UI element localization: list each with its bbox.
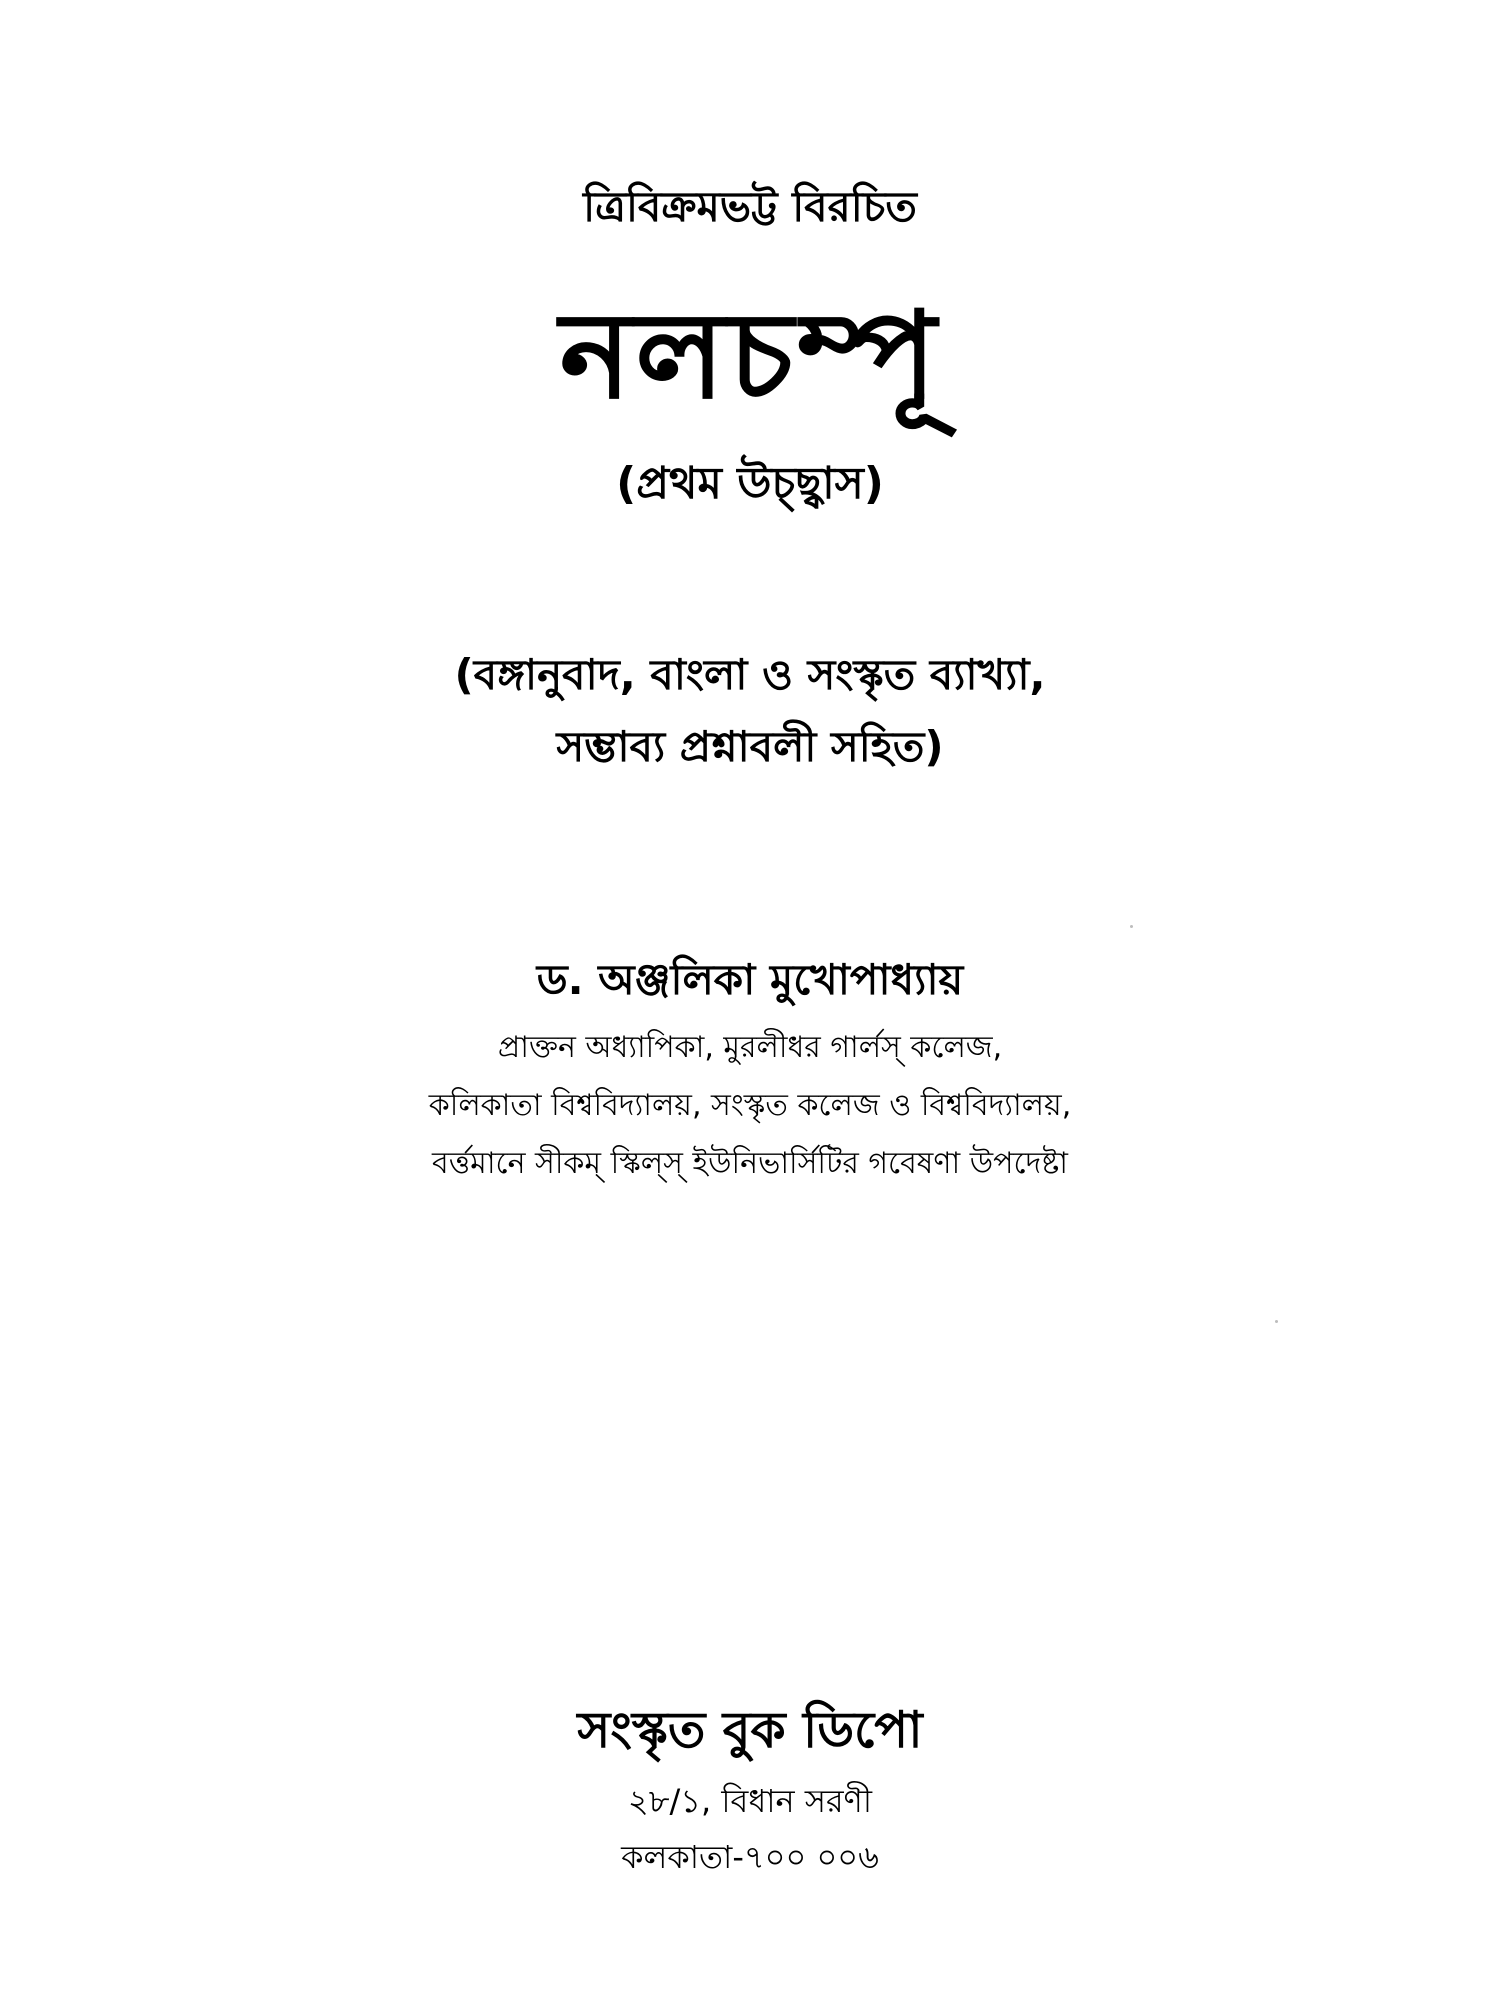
description-line-2: সম্ভাব্য প্রশ্নাবলী সহিত) (556, 722, 944, 771)
scan-speck (1275, 1320, 1278, 1323)
editor-credential-2: কলিকাতা বিশ্ববিদ্যালয়, সংস্কৃত কলেজ ও বিশ্ববিদ্যালয়, (428, 1088, 1072, 1123)
book-subtitle: (প্রথম উচ্ছ্বাস) (616, 458, 884, 509)
editor-credential-1: প্রাক্তন অধ্যাপিকা, মুরলীধর গার্লস্ কলেজ, (497, 1030, 1003, 1065)
scan-speck (1130, 925, 1133, 928)
editor-credential-3: বর্ত্তমানে সীকম্ স্কিল্স্ ইউনিভার্সিটির গবেষণা উপদেষ্টা (432, 1146, 1068, 1181)
book-title: নলচম্পূ (559, 287, 941, 426)
editor-name: ড. অঞ্জলিকা মুখোপাধ্যায় (536, 955, 964, 1004)
description-line-1: (বঙ্গানুবাদ, বাংলা ও সংস্কৃত ব্যাখ্যা, (454, 650, 1046, 699)
publisher-address-1: ২৮/১, বিধান সরণী (627, 1782, 873, 1820)
publisher-name: সংস্কৃত বুক ডিপো (577, 1701, 923, 1759)
publisher-address-2: কলকাতা-৭০০ ০০৬ (621, 1838, 879, 1876)
attribution-line: ত্রিবিক্রমভট্ট বিরচিত (583, 182, 917, 231)
